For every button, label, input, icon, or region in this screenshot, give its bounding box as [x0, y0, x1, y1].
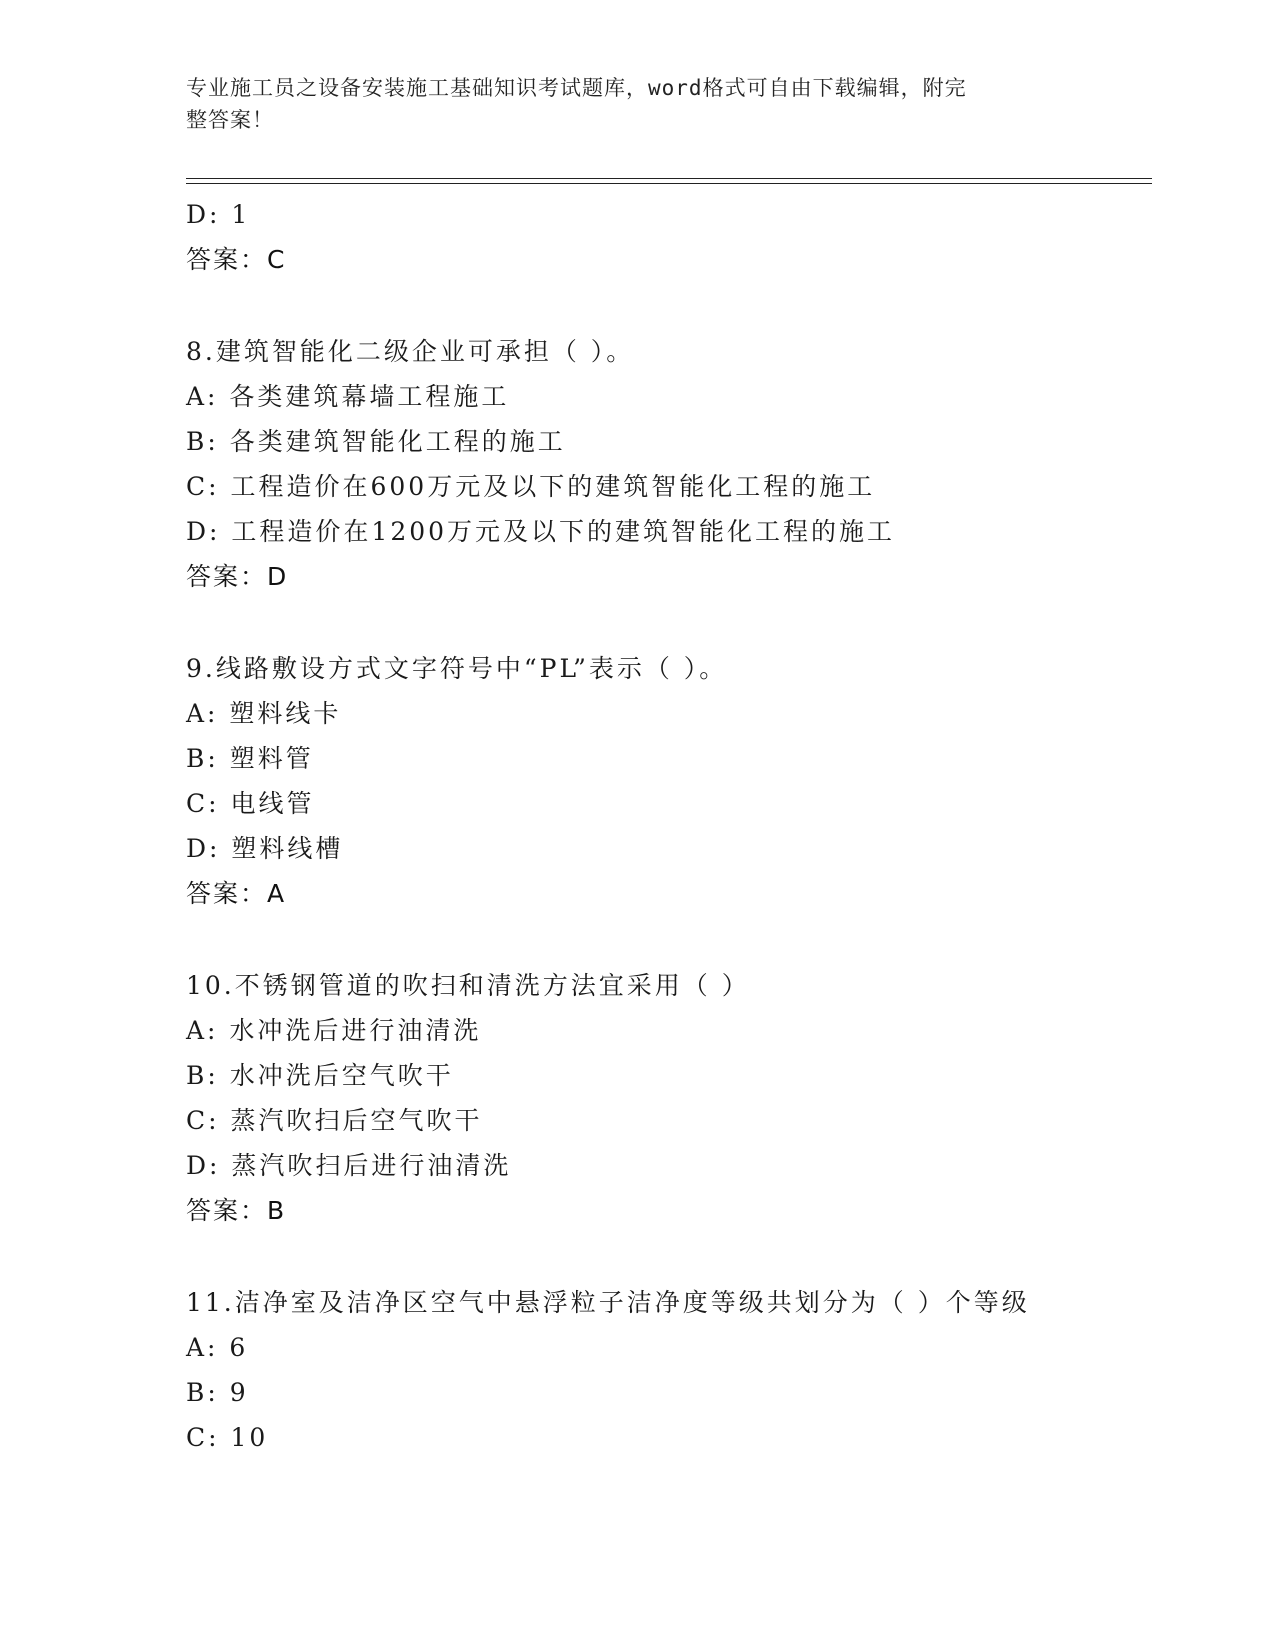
question-11 [186, 1280, 1152, 1460]
header-line-2: 整答案！ [186, 108, 274, 132]
option-c: C: 10 [186, 1423, 269, 1452]
option-d: D: 1 [186, 200, 251, 229]
question-stem: 9.线路敷设方式文字符号中“PL”表示（ ）。 [186, 654, 728, 683]
header-rule-bottom [186, 183, 1152, 184]
document-body [186, 192, 1152, 1460]
answer-line: 答案：B [186, 1196, 287, 1225]
option-d: D: 塑料线槽 [186, 834, 344, 863]
question-10 [186, 963, 1152, 1233]
answer-line: 答案：D [186, 562, 289, 591]
spacer [186, 599, 1152, 646]
option-a: A: 各类建筑幕墙工程施工 [186, 382, 510, 411]
option-a: A: 塑料线卡 [186, 699, 342, 728]
question-stem: 8.建筑智能化二级企业可承担（ ）。 [186, 337, 635, 366]
header-rule-top [186, 178, 1152, 179]
option-a: A: 水冲洗后进行油清洗 [186, 1016, 482, 1045]
option-b: B: 水冲洗后空气吹干 [186, 1061, 454, 1090]
spacer [186, 916, 1152, 963]
document-header [186, 72, 1066, 136]
option-d: D: 工程造价在1200万元及以下的建筑智能化工程的施工 [186, 517, 896, 546]
answer-line: 答案：A [186, 879, 287, 908]
option-c: C: 电线管 [186, 789, 315, 818]
answer-line: 答案：C [186, 245, 287, 274]
option-c: C: 工程造价在600万元及以下的建筑智能化工程的施工 [186, 472, 876, 501]
question-stem: 10.不锈钢管道的吹扫和清洗方法宜采用（ ） [186, 971, 750, 1000]
option-c: C: 蒸汽吹扫后空气吹干 [186, 1106, 483, 1135]
option-a: A: 6 [186, 1333, 249, 1362]
option-b: B: 9 [186, 1378, 249, 1407]
spacer [186, 1233, 1152, 1280]
question-9 [186, 646, 1152, 916]
option-b: B: 塑料管 [186, 744, 314, 773]
option-d: D: 蒸汽吹扫后进行油清洗 [186, 1151, 512, 1180]
option-b: B: 各类建筑智能化工程的施工 [186, 427, 566, 456]
spacer [186, 282, 1152, 329]
question-8 [186, 329, 1152, 599]
question-stem: 11.洁净室及洁净区空气中悬浮粒子洁净度等级共划分为（ ）个等级 [186, 1288, 1030, 1317]
question-7-tail [186, 192, 1152, 282]
header-line-1: 专业施工员之设备安装施工基础知识考试题库，word格式可自由下载编辑，附完 [186, 76, 967, 100]
